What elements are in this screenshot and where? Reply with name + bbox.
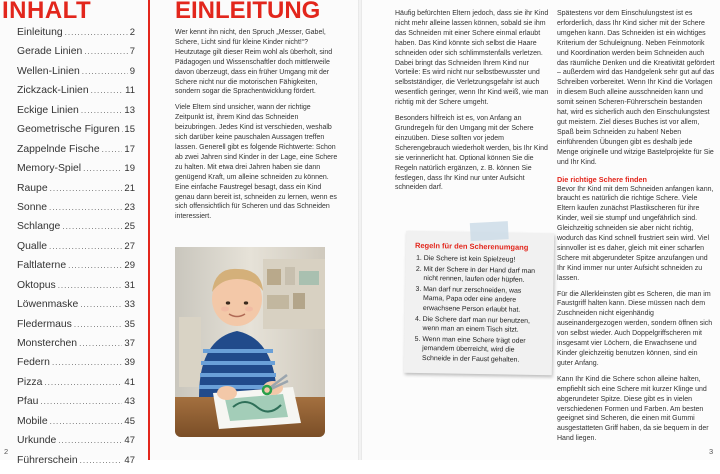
right-column-1 <box>395 9 553 199</box>
toc-item[interactable] <box>17 66 135 85</box>
toc-item-page: 33 <box>124 299 135 311</box>
toc-item-label: Pfau <box>17 396 39 408</box>
intro-paragraph: Wer kennt ihn nicht, den Spruch „Messer, Gabel, Schere, Licht sind für kleine Kinder nicht!“? Heutzutage gilt dieser Reim wohl als überholt, sind Pädagogen und Wissenschaftler doch mittlerweile davon überzeugt, dass ein früher Umgang mit der Schere nicht nur die motorischen Fähigkeiten, sondern sogar die Sprachentwicklung fördert. <box>175 29 333 96</box>
intro-paragraph: Viele Eltern sind unsicher, wann der richtige Zeitpunkt ist, ihrem Kind das Schneiden beizubringen. Jedes Kind ist verschieden, weshalb sich darüber keine pauschalen Aussagen treffen lassen. Generell gibt es folgende Richtwerte: Schon ab zwei Jahren sind Kinder in der Lage, eine Schere zu halten. Mit etwa drei Jahren haben sie dann genügend Kraft, um alleine schneiden zu können. Eine einfache Faustregel besagt, dass ein Kind genau dann bereit ist, schneiden zu lernen, wenn es sich offensichtlich für Scheren und das Schneiden interessiert. <box>175 104 338 221</box>
toc-item-label: Zappelnde Fische <box>17 143 100 155</box>
right-column-2 <box>557 9 715 450</box>
toc-item-label: Geometrische Figuren <box>17 124 120 136</box>
toc-item-label: Faltlaterne <box>17 260 67 272</box>
rule-item: 4. Die Schere darf man nur benutzen, wenn man an einem Tisch sitzt. <box>422 315 543 336</box>
toc-leader-dots <box>102 145 123 154</box>
toc-item-page: 35 <box>124 318 135 330</box>
toc-item[interactable] <box>17 280 135 299</box>
toc-item-page: 19 <box>124 163 135 175</box>
toc-leader-dots <box>68 261 122 270</box>
page-number-right: 3 <box>709 447 714 456</box>
body-paragraph: Bevor Ihr Kind mit dem Schneiden anfangen kann, braucht es natürlich die richtige Schere. Viele Eltern kaufen zunächst Plastikscheren für ihre Kinder, weil sie stumpf und ungefährlich sind. Gleichzeitig schneiden sie aber nicht richtig, wodurch das Kind schnell frustriert sein wird. Viel sinnvoller ist es daher, gleich mit einer scharfen Schere mit abgerundeter Spitze anzufangen und Ihr Kind immer nur unter Aufsicht schneiden zu lassen. <box>557 185 714 282</box>
child-cutting-photo <box>175 247 325 437</box>
toc-item[interactable] <box>17 163 135 182</box>
toc-title: INHALT <box>2 0 92 24</box>
rule-item: 2. Mit der Schere in der Hand darf man nicht rennen, laufen oder hüpfen. <box>423 265 544 286</box>
toc-leader-dots <box>74 320 123 329</box>
toc-item-page: 43 <box>124 396 135 408</box>
toc-leader-dots <box>58 281 123 290</box>
toc-item-label: Mobile <box>17 415 48 427</box>
toc-leader-dots <box>83 164 122 173</box>
toc-item[interactable] <box>17 338 135 357</box>
toc-item-label: Wellen-Linien <box>17 65 80 77</box>
rule-item: 5. Wenn man eine Schere trägt oder jemandem überreicht, wird die Schneide in der Faust gehalten. <box>422 335 543 366</box>
toc-item-label: Löwenmaske <box>17 299 79 311</box>
toc-item-label: Monsterchen <box>17 338 78 349</box>
toc-item-label: Federn <box>17 357 50 369</box>
toc-item-label: Sonne <box>17 201 48 213</box>
toc-item-page: 47 <box>124 435 135 447</box>
toc-item-page: 31 <box>124 279 135 291</box>
toc-item-page: 27 <box>124 240 135 252</box>
toc-item[interactable] <box>17 260 135 279</box>
toc-item[interactable] <box>17 416 135 435</box>
toc-item[interactable] <box>17 105 135 124</box>
page-number-left: 2 <box>4 447 9 456</box>
toc-item[interactable] <box>17 183 135 202</box>
body-paragraph: Besonders hilfreich ist es, von Anfang an Grundregeln für den Umgang mit der Schere einzuüben. Diese sollten vor jedem Scherengebrauch wiederholt werden, bis Ihr Kind sie verinnerlicht hat. Optional können Sie die Regeln natürlich ergänzen, z. B. können Sie festlegen, dass Ihr Kind nur unter Aufsicht schneiden darf. <box>395 115 548 192</box>
toc-item-page: 39 <box>124 357 135 369</box>
toc-item-page: 25 <box>124 221 135 233</box>
toc-item-label: Oktopus <box>17 279 56 291</box>
toc-item[interactable] <box>17 27 135 46</box>
rules-note-card <box>404 231 554 375</box>
toc-leader-dots <box>62 222 122 231</box>
toc-leader-dots <box>84 47 127 56</box>
toc-item-page: 47 <box>124 454 135 466</box>
toc-leader-dots <box>80 456 123 465</box>
toc-item[interactable] <box>17 144 135 163</box>
rules-title: Regeln für den Scherenumgang <box>414 240 529 252</box>
toc-item[interactable] <box>17 202 135 221</box>
toc-item-label: Einleitung <box>17 27 63 38</box>
rule-item: 3. Man darf nur zerschneiden, was Mama, Papa oder eine andere erwachsene Person erlaubt hat. <box>423 285 544 316</box>
toc-leader-dots <box>40 397 122 406</box>
toc-item-page: 7 <box>129 46 135 58</box>
section-heading: Die richtige Schere finden <box>557 174 648 184</box>
toc-leader-dots <box>82 67 128 76</box>
toc-leader-dots <box>50 184 123 193</box>
body-paragraph: Kann Ihr Kind die Schere schon alleine halten, empfiehlt sich eine Schere mit kurzer Klinge und abgerundeter Spitze. Diese gibt es in vielen verschiedenen Formen und Farben. Am besten geeignet sind Scheren, die einen mit Gummi ausgestatteten Griff haben, da sie bequem in der Hand liegen. <box>557 375 709 443</box>
toc-leader-dots <box>49 203 122 212</box>
toc-item-label: Zickzack-Linien <box>17 85 89 97</box>
toc-leader-dots <box>91 86 124 95</box>
toc-item[interactable] <box>17 377 135 396</box>
toc-leader-dots <box>122 125 123 134</box>
toc-item-label: Raupe <box>17 182 48 194</box>
toc-item-label: Gerade Linien <box>17 46 83 58</box>
toc-list <box>17 27 135 474</box>
toc-leader-dots <box>58 436 122 445</box>
toc-item-page: 21 <box>124 182 135 194</box>
toc-item-label: Qualle <box>17 240 48 252</box>
rule-item: 1. Die Schere ist kein Spielzeug! <box>424 254 545 266</box>
toc-item-page: 11 <box>125 85 135 97</box>
toc-item-label: Eckige Linien <box>17 104 79 116</box>
toc-item[interactable] <box>17 46 135 65</box>
toc-leader-dots <box>81 106 123 115</box>
body-paragraph: Spätestens vor dem Einschulungstest ist es erforderlich, dass Ihr Kind sicher mit der Schere umgehen kann. Das Schneiden ist ein wichtiges Kriterium der Schuleignung. Neben Feinmotorik und Koordination werden beim Schneiden auch das räumliche Denken und die Kreativität gefördert – außerdem wird das Handgelenk sehr gut auf das Schreiben vorbereitet. Wenn Ihr Kind die Vorlagen in diesem Buch alleine ausschneiden kann und somit seinen Scheren-Führerschein bestanden hat, wird es sicherlich auch den Einschulungstest gut meistern. Ziel dieses Buches ist vor allem, Spaß beim Schneiden zu haben! Neben einführenden Übungen gibt es deshalb jede Menge originelle und witzige Bastelprojekte für Sie und Ihr Kind. <box>557 10 715 166</box>
table-of-contents <box>0 0 150 466</box>
book-gutter <box>358 0 362 460</box>
toc-item[interactable] <box>17 85 135 104</box>
toc-leader-dots <box>52 358 122 367</box>
introduction-text <box>175 28 338 228</box>
tape-strip <box>470 221 509 241</box>
toc-item-label: Urkunde <box>17 435 57 447</box>
toc-item-page: 13 <box>124 104 135 116</box>
toc-leader-dots <box>44 378 122 387</box>
toc-item-page: 37 <box>124 338 135 349</box>
rules-list <box>413 254 545 366</box>
toc-item-label: Schlange <box>17 221 61 233</box>
toc-item-page: 15 <box>124 124 135 136</box>
body-paragraph: Häufig befürchten Eltern jedoch, dass sie ihr Kind nicht mehr alleine lassen können, sobald sie ihm das Schneiden mit einer Schere einmal erlaubt haben. Das Kind könnte sich selbst die Haare schneiden oder sich schlimmstenfalls verletzen. Dabei bringt das Schneiden Ihrem Kind nur Vorteile: Es wird nicht nur selbstbewusster und selbstständiger, die Verletzungsgefahr ist auch wesentlich geringer, wenn Ihr Kind weiß, wie man richtig mit der Schere umgeht. <box>395 10 549 107</box>
introduction-title: EINLEITUNG <box>175 0 321 24</box>
toc-leader-dots <box>49 242 122 251</box>
toc-item[interactable] <box>17 435 135 454</box>
toc-leader-dots <box>80 300 122 309</box>
toc-item[interactable] <box>17 357 135 376</box>
toc-item[interactable] <box>17 124 135 143</box>
toc-item-page: 17 <box>124 143 135 155</box>
toc-item[interactable] <box>17 221 135 240</box>
toc-item-page: 23 <box>124 201 135 213</box>
toc-item-label: Memory-Spiel <box>17 163 82 175</box>
toc-item[interactable] <box>17 319 135 338</box>
toc-item[interactable] <box>17 241 135 260</box>
toc-item-page: 41 <box>124 376 135 388</box>
toc-leader-dots <box>65 28 128 37</box>
toc-item-page: 45 <box>124 415 135 427</box>
toc-item[interactable] <box>17 396 135 415</box>
toc-item[interactable] <box>17 455 135 474</box>
toc-item-page: 9 <box>129 65 135 77</box>
toc-item-label: Fledermaus <box>17 318 72 330</box>
toc-leader-dots <box>79 339 122 348</box>
toc-item-page: 29 <box>124 260 135 272</box>
toc-leader-dots <box>50 417 123 426</box>
body-paragraph: Für die Allerkleinsten gibt es Scheren, die man im Faustgriff halten kann. Diese müssen nach dem Zuschneiden nicht eigenhändig auseinandergezogen werden, sondern öffnen sich von selbst wieder. Auch Doppelgriffscheren mit insgesamt vier Löchern, die Erwachsene und Kinder gleichzeitig benutzen können, sind ein guter Anfang. <box>557 290 713 367</box>
toc-item-page: 2 <box>129 27 135 38</box>
toc-item-label: Pizza <box>17 376 43 388</box>
toc-item-label: Führerschein <box>17 454 78 466</box>
toc-item[interactable] <box>17 299 135 318</box>
